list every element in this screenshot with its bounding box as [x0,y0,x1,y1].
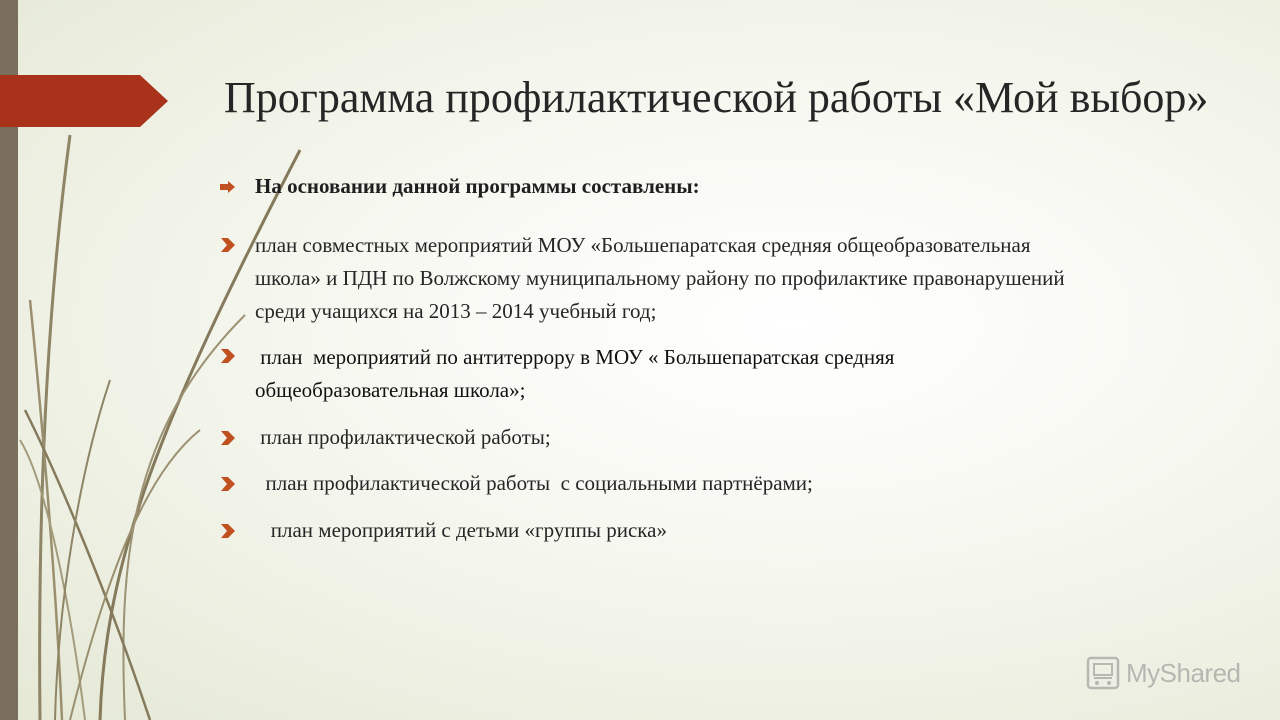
list-item [255,514,667,547]
watermark-text: MyShared [1126,657,1241,688]
list-item-line: общеобразовательная школа»; [255,378,526,402]
chevron-bullet-icon [220,476,236,492]
list-item [255,341,894,407]
list-item-line: план профилактической работы; [255,425,551,449]
list-item-line: среди учащихся на 2013 – 2014 учебный год; [255,299,657,323]
list-item-line: план совместных мероприятий МОУ «Большепаратская средняя общеобразовательная [255,233,1031,257]
myshared-watermark [1086,656,1241,690]
chevron-bullet-icon [220,348,236,364]
list-item-line: школа» и ПДН по Волжскому муниципальному району по профилактике правонарушений [255,266,1065,290]
list-item [255,229,1065,328]
chevron-bullet-icon [220,237,236,253]
arrow-bullet-icon [220,179,236,195]
list-item [255,467,813,500]
shopping-cart-icon [1086,656,1120,690]
list-item-line: план мероприятий по антитеррору в МОУ « Большепаратская средняя [255,345,895,369]
chevron-bullet-icon [220,430,236,446]
list-item-line: план мероприятий с детьми «группы риска» [255,518,667,542]
slide-title: Программа профилактической работы «Мой выбор» [224,73,1209,122]
list-item [255,421,551,454]
list-item-line: план профилактической работы с социальными партнёрами; [255,471,813,495]
heading-bullet-text: На основании данной программы составлены: [255,174,700,198]
chevron-bullet-icon [220,523,236,539]
